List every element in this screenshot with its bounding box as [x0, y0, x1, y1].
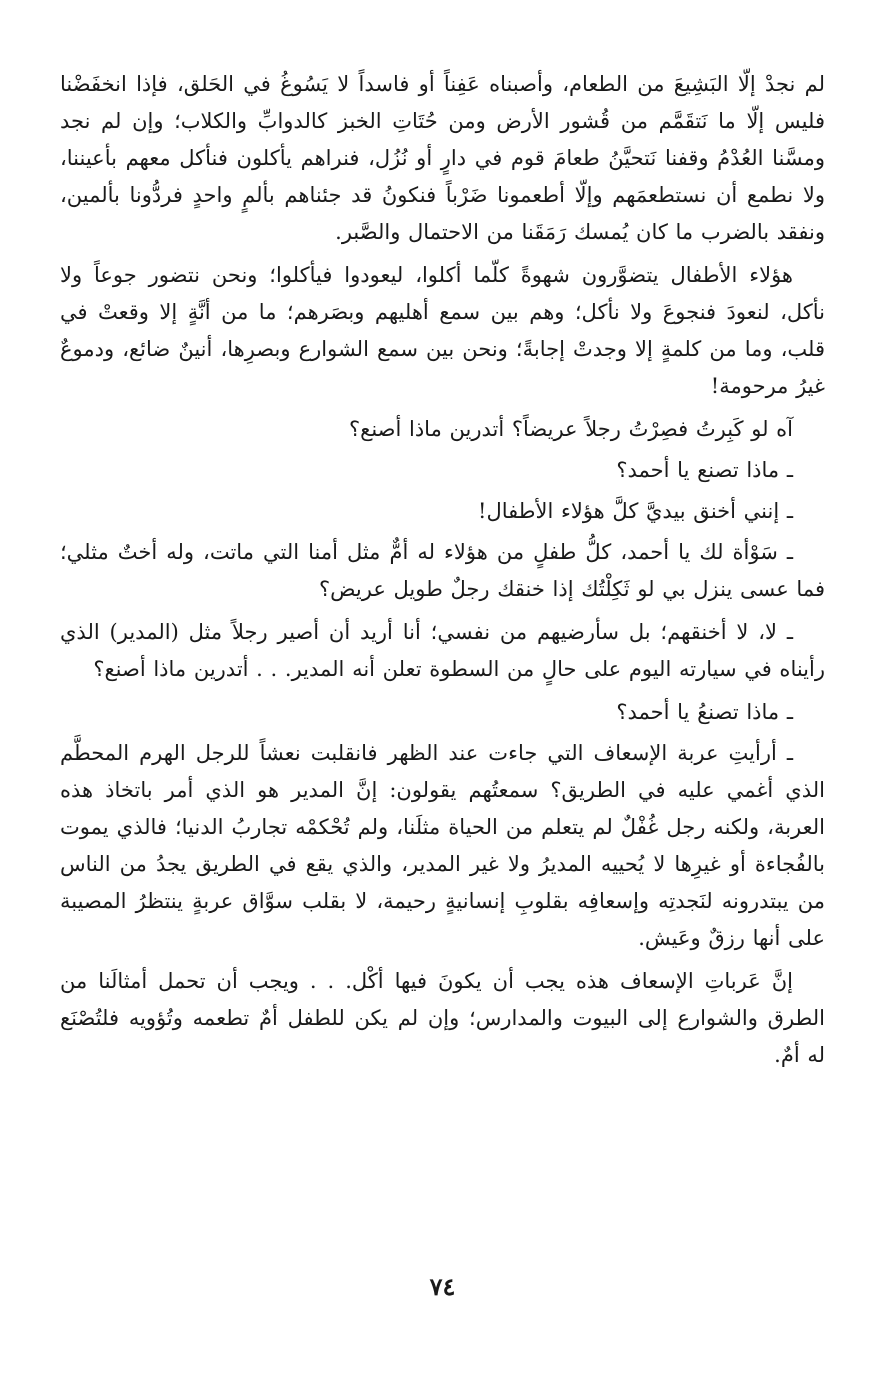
paragraph-2: هؤلاء الأطفال يتضوَّرون شهوةً كلّما أكلوا، ليعودوا فيأكلوا؛ ونحن نتضور جوعاً ولا نأكل، لنعودَ فنجوعَ ولا نأكل؛ وهم بين سمع أهليهم وبصَرهم؛ ما من أنَّةٍ إلا وقعتْ في قلب، وما من كلمةٍ إلا وجدتْ إجابةً؛ ونحن بين سمع الشوارع وبصرِها، أنينٌ ضائع، ودموعٌ غيرُ مرحومة! — [60, 263, 825, 398]
dialogue-line-3: ـ إنني أخنق بيديَّ كلَّ هؤلاء الأطفال! — [478, 499, 793, 523]
dialogue-line-5: ـ لا، لا أخنقهم؛ بل سأرضيهم من نفسي؛ أنا أريد أن أصير رجلاً مثل (المدير) الذي رأيناه في سيارته اليوم على حالٍ من السطوة تعلن أنه المدير. . . أتدرين ماذا أصنع؟ — [60, 620, 825, 681]
dialogue-line-7: ـ أرأيتِ عربة الإسعاف التي جاءت عند الظهر فانقلبت نعشاً للرجل الهرم المحطَّم الذي أغمي عليه في الطريق؟ سمعتُهم يقولون: إنَّ المدير هو الذي أمر باتخاذ هذه العربة، ولكنه رجل غُفْلٌ لم يتعلم من الحياة مثلَنا، ولم تُحْكمْه تجاربُ الدنيا؛ فالذي يموت بالفُجاءة أو غيرِها لا يُحييه المديرُ ولا غير المدير، والذي يقع في الطريق يجدُ من الناس من يبتدرونه لنَجدتِه وإسعافِه بقلوبِ إنسانيةٍ رحيمة، لا بقلب سوَّاق عربةٍ ينتظرُ المصيبة على أنها رزقٌ وعَيش. — [60, 741, 825, 950]
dialogue-line-2: ـ ماذا تصنع يا أحمد؟ — [616, 458, 793, 482]
page-body — [60, 66, 825, 1080]
dialogue-line-6: ـ ماذا تصنعُ يا أحمد؟ — [616, 700, 793, 724]
page-number: ٧٤ — [429, 1272, 456, 1301]
dialogue-line-4: ـ سَوْأة لك يا أحمد، كلُّ طفلٍ من هؤلاء له أمٌّ مثل أمنا التي ماتت، وله أختٌ مثلي؛ فما عسى ينزل بي لو ثَكِلْتُك إذا خنقك رجلٌ طويل عريض؟ — [60, 540, 825, 601]
dialogue-line-1: آه لو كَبِرتُ فصِرْتُ رجلاً عريضاً؟ أتدرين ماذا أصنع؟ — [349, 417, 793, 441]
paragraph-1: لم نجدْ إلّا البَشِيعَ من الطعام، وأصبناه عَفِناً أو فاسداً لا يَسُوغُ في الحَلق، فإذا انخفَضْنا فليس إلّا ما نَتقَمَّم من قُشور الأرض ومن حُتَاتِ الخبز كالدوابِّ والكلاب؛ وإن لم نجد ومسَّنا العُدْمُ وقفنا نَتحيَّنُ طعامَ قوم في دارٍ أو نُزُل، فنراهم يأكلون فنأكل معهم بأعيننا، ولا نطمع أن نستطعمَهم وإلّا أطعمونا ضَرْباً فنكونُ قد جئناهم بألمٍ واحدٍ فردُّونا بألمين، ونفقد بالضرب ما كان يُمسك رَمَقَنا من الاحتمال والصَّبر. — [60, 72, 825, 244]
paragraph-final: إنَّ عَرباتِ الإسعاف هذه يجب أن يكونَ فيها أكْل. . . ويجب أن تحمل أمثالَنا من الطرق والشوارع إلى البيوت والمدارس؛ وإن لم يكن للطفل أمٌ تطعمه وتُؤويه فلتُصْنَع له أمٌ. — [60, 969, 825, 1067]
